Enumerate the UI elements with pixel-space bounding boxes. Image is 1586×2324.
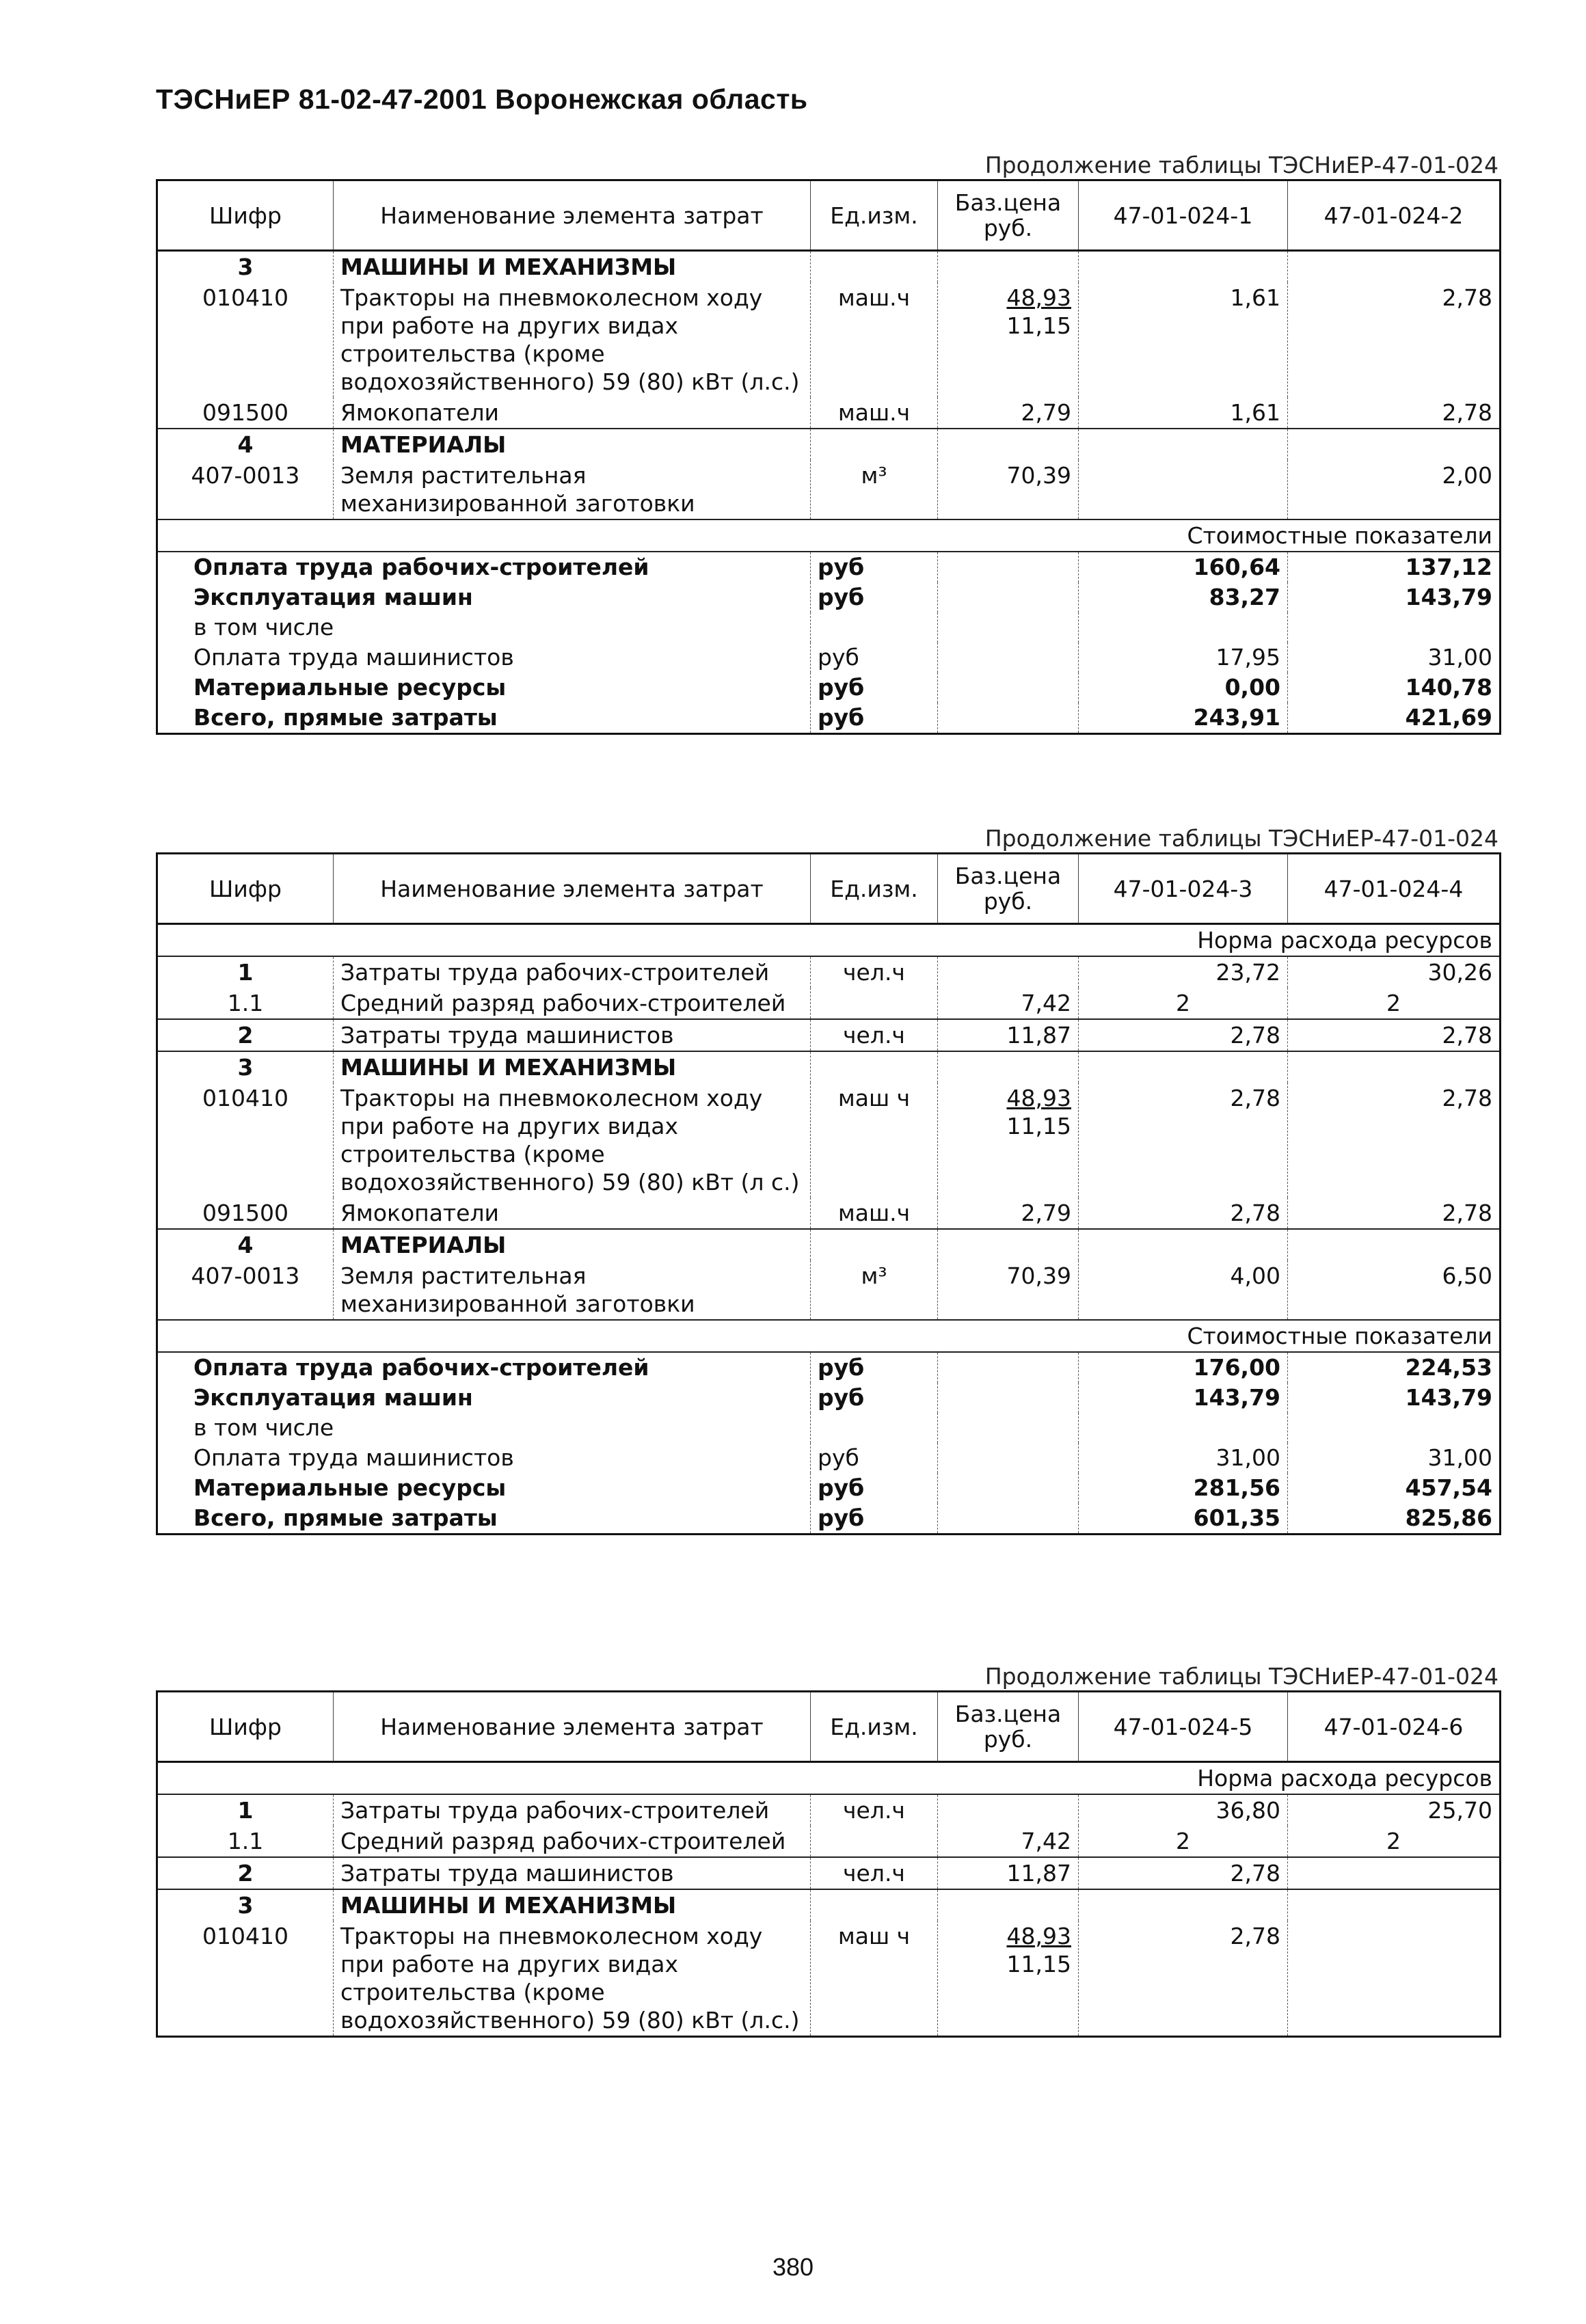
summary-row bbox=[157, 1352, 1501, 1383]
summary-row bbox=[157, 552, 1501, 582]
table-header-row bbox=[157, 854, 1501, 924]
col-header-name: Наименование элемента затрат bbox=[334, 1692, 811, 1762]
row-unit: чел.ч bbox=[811, 1019, 938, 1051]
row-value-a: 1,61 bbox=[1079, 397, 1288, 429]
norm-label-row bbox=[157, 1762, 1501, 1795]
summary-unit: руб bbox=[811, 1443, 938, 1473]
row-unit: чел.ч bbox=[811, 1857, 938, 1889]
summary-label: Материальные ресурсы bbox=[157, 673, 811, 703]
col-header-a: 47-01-024-1 bbox=[1079, 180, 1288, 251]
row-code: 3 bbox=[157, 1051, 334, 1083]
summary-row bbox=[157, 612, 1501, 643]
row-value-a: 1,61 bbox=[1079, 282, 1288, 397]
row-price: 7,42 bbox=[938, 1826, 1079, 1857]
section-row bbox=[157, 1229, 1501, 1260]
row-value-a: 2 bbox=[1079, 988, 1288, 1019]
summary-label: Материальные ресурсы bbox=[157, 1473, 811, 1503]
row-unit: чел.ч bbox=[811, 956, 938, 988]
row-value-b: 2 bbox=[1386, 990, 1401, 1016]
summary-label: в том числе bbox=[157, 1413, 811, 1443]
row-code: 1.1 bbox=[157, 988, 334, 1019]
row-unit: м³ bbox=[811, 460, 938, 519]
row-code: 1.1 bbox=[157, 1826, 334, 1857]
row-unit bbox=[811, 1826, 938, 1857]
row-code: 010410 bbox=[157, 282, 334, 397]
row-code: 407-0013 bbox=[157, 460, 334, 519]
row-value-a: 2,78 bbox=[1079, 1198, 1288, 1229]
row-name: Ямокопатели bbox=[334, 1198, 811, 1229]
summary-value-a: 143,79 bbox=[1079, 1383, 1288, 1413]
summary-row bbox=[157, 1503, 1501, 1535]
cost-indicators-label: Стоимостные показатели bbox=[157, 519, 1501, 552]
table-header-row bbox=[157, 1692, 1501, 1762]
summary-label: Всего, прямые затраты bbox=[157, 1503, 811, 1535]
summary-row bbox=[157, 673, 1501, 703]
row-code: 2 bbox=[157, 1019, 334, 1051]
row-name: Тракторы на пневмоколесном ходу при работе на других видах строительства (кроме водохозяйственного) 59 (80) кВт (л.с.) bbox=[334, 1921, 811, 2037]
row-code: 091500 bbox=[157, 1198, 334, 1229]
row-code: 3 bbox=[157, 251, 334, 283]
row-unit: маш.ч bbox=[811, 282, 938, 397]
row-unit: маш ч bbox=[811, 1083, 938, 1198]
row-name: Затраты труда машинистов bbox=[334, 1019, 811, 1051]
row-value-b: 25,70 bbox=[1288, 1794, 1501, 1826]
row-value-b: 2 bbox=[1386, 1828, 1401, 1854]
summary-value-b: 143,79 bbox=[1405, 1384, 1492, 1411]
summary-value-b: 140,78 bbox=[1405, 674, 1492, 701]
row-price: 11,87 bbox=[938, 1857, 1079, 1889]
col-header-price: Баз.цена руб. bbox=[938, 180, 1079, 251]
resource-table-3 bbox=[156, 1690, 1501, 2038]
table-row bbox=[157, 460, 1501, 519]
section-row bbox=[157, 1051, 1501, 1083]
row-unit: чел.ч bbox=[811, 1794, 938, 1826]
row-price bbox=[938, 1794, 1079, 1826]
row-value-a: 2,78 bbox=[1079, 1019, 1288, 1051]
summary-label: в том числе bbox=[157, 612, 811, 643]
summary-label: Всего, прямые затраты bbox=[157, 703, 811, 734]
table-row bbox=[157, 1794, 1501, 1826]
row-price bbox=[938, 956, 1079, 988]
row-name: Земля растительная механизированной заготовки bbox=[334, 460, 811, 519]
summary-unit: руб bbox=[811, 673, 938, 703]
summary-value-b: 421,69 bbox=[1405, 704, 1492, 731]
summary-value-a: 601,35 bbox=[1079, 1503, 1288, 1535]
row-name: Средний разряд рабочих-строителей bbox=[334, 988, 811, 1019]
summary-value-b: 137,12 bbox=[1288, 552, 1501, 582]
row-code: 010410 bbox=[157, 1083, 334, 1198]
table-row bbox=[157, 1921, 1501, 2037]
summary-value-a: 17,95 bbox=[1079, 643, 1288, 673]
summary-row bbox=[157, 703, 1501, 734]
summary-unit: руб bbox=[811, 1383, 938, 1413]
row-value-b bbox=[1288, 1857, 1501, 1889]
cost-indicators-label: Стоимостные показатели bbox=[157, 1320, 1501, 1352]
summary-unit: руб bbox=[811, 1503, 938, 1535]
row-code: 1 bbox=[157, 956, 334, 988]
row-name: Тракторы на пневмоколесном ходу при работе на других видах строительства (кроме водохозяйственного) 59 (80) кВт (л с.) bbox=[334, 1083, 811, 1198]
row-value-b bbox=[1288, 1921, 1501, 2037]
summary-unit: руб bbox=[811, 1473, 938, 1503]
summary-value-b: 825,86 bbox=[1405, 1504, 1492, 1531]
summary-value-b: 457,54 bbox=[1405, 1474, 1492, 1501]
row-value-b: 2,78 bbox=[1442, 1200, 1492, 1226]
row-value-b: 2,78 bbox=[1442, 284, 1492, 311]
row-price: 2,79 bbox=[938, 1198, 1079, 1229]
summary-value-a: 83,27 bbox=[1079, 582, 1288, 612]
summary-value-a: 0,00 bbox=[1079, 673, 1288, 703]
col-header-b: 47-01-024-2 bbox=[1288, 180, 1501, 251]
summary-label: Эксплуатация машин bbox=[157, 1383, 811, 1413]
row-name: Затраты труда рабочих-строителей bbox=[334, 1794, 811, 1826]
row-value-b: 6,50 bbox=[1442, 1262, 1492, 1289]
row-name: Тракторы на пневмоколесном ходу при работе на других видах строительства (кроме водохозяйственного) 59 (80) кВт (л.с.) bbox=[334, 282, 811, 397]
summary-unit: руб bbox=[811, 1352, 938, 1383]
summary-label: Оплата труда машинистов bbox=[157, 1443, 811, 1473]
table-row bbox=[157, 397, 1501, 429]
summary-row bbox=[157, 1383, 1501, 1413]
col-header-name: Наименование элемента затрат bbox=[334, 854, 811, 924]
row-price: 70,39 bbox=[938, 460, 1079, 519]
table-row bbox=[157, 988, 1501, 1019]
row-value-a: 2,78 bbox=[1079, 1857, 1288, 1889]
row-code: 091500 bbox=[157, 397, 334, 429]
col-header-b: 47-01-024-4 bbox=[1288, 854, 1501, 924]
summary-row bbox=[157, 643, 1501, 673]
col-header-code: Шифр bbox=[157, 854, 334, 924]
table-row bbox=[157, 1857, 1501, 1889]
section-row bbox=[157, 251, 1501, 283]
col-header-price: Баз.цена руб. bbox=[938, 1692, 1079, 1762]
summary-value-b: 224,53 bbox=[1288, 1352, 1501, 1383]
summary-row bbox=[157, 1473, 1501, 1503]
summary-value-b: 143,79 bbox=[1405, 584, 1492, 610]
col-header-unit: Ед.изм. bbox=[811, 854, 938, 924]
row-name: Затраты труда рабочих-строителей bbox=[334, 956, 811, 988]
summary-row bbox=[157, 1413, 1501, 1443]
table-row bbox=[157, 1198, 1501, 1229]
row-value-b: 2,00 bbox=[1442, 462, 1492, 489]
table-caption: Продолжение таблицы ТЭСНиЕР-47-01-024 bbox=[984, 825, 1498, 852]
section-row bbox=[157, 429, 1501, 460]
resource-table-2 bbox=[156, 852, 1501, 1535]
summary-label: Оплата труда рабочих-строителей bbox=[157, 552, 811, 582]
summary-label: Оплата труда машинистов bbox=[157, 643, 811, 673]
row-value-a: 2 bbox=[1079, 1826, 1288, 1857]
col-header-b: 47-01-024-6 bbox=[1288, 1692, 1501, 1762]
page-number: 380 bbox=[772, 2253, 814, 2281]
table-caption: Продолжение таблицы ТЭСНиЕР-47-01-024 bbox=[984, 152, 1498, 178]
col-header-price: Баз.цена руб. bbox=[938, 854, 1079, 924]
row-price: 70,39 bbox=[938, 1260, 1079, 1320]
summary-value-b: 31,00 bbox=[1427, 1444, 1492, 1471]
summary-row bbox=[157, 582, 1501, 612]
row-code: 1 bbox=[157, 1794, 334, 1826]
table-row bbox=[157, 1260, 1501, 1320]
summary-value-b: 31,00 bbox=[1427, 644, 1492, 671]
summary-value-a: 281,56 bbox=[1079, 1473, 1288, 1503]
row-price: 48,93 11,15 bbox=[938, 282, 1079, 397]
col-header-a: 47-01-024-5 bbox=[1079, 1692, 1288, 1762]
norm-label-row bbox=[157, 924, 1501, 957]
col-header-name: Наименование элемента затрат bbox=[334, 180, 811, 251]
row-code: 407-0013 bbox=[157, 1260, 334, 1320]
row-price: 11,87 bbox=[938, 1019, 1079, 1051]
row-name: Земля растительная механизированной заготовки bbox=[334, 1260, 811, 1320]
summary-row bbox=[157, 1443, 1501, 1473]
summary-unit: руб bbox=[811, 643, 938, 673]
table-row bbox=[157, 1019, 1501, 1051]
table-row bbox=[157, 956, 1501, 988]
section-row bbox=[157, 1889, 1501, 1921]
table-row bbox=[157, 282, 1501, 397]
row-code: 3 bbox=[157, 1889, 334, 1921]
row-name: Ямокопатели bbox=[334, 397, 811, 429]
resource-table-1 bbox=[156, 179, 1501, 735]
row-value-a: 2,78 bbox=[1079, 1921, 1288, 2037]
row-name: Средний разряд рабочих-строителей bbox=[334, 1826, 811, 1857]
row-value-a: 2,78 bbox=[1079, 1083, 1288, 1198]
row-name: МАШИНЫ И МЕХАНИЗМЫ bbox=[334, 1051, 811, 1083]
row-code: 010410 bbox=[157, 1921, 334, 2037]
row-code: 4 bbox=[157, 1229, 334, 1260]
summary-value-a: 160,64 bbox=[1079, 552, 1288, 582]
summary-value-a: 243,91 bbox=[1079, 703, 1288, 734]
row-value-a: 36,80 bbox=[1079, 1794, 1288, 1826]
row-price: 2,79 bbox=[938, 397, 1079, 429]
row-value-b: 2,78 bbox=[1442, 399, 1492, 426]
row-unit: м³ bbox=[811, 1260, 938, 1320]
col-header-unit: Ед.изм. bbox=[811, 180, 938, 251]
summary-unit: руб bbox=[811, 552, 938, 582]
table-header-row bbox=[157, 180, 1501, 251]
row-value-b: 2,78 bbox=[1288, 1019, 1501, 1051]
cost-indicators-label-row bbox=[157, 1320, 1501, 1352]
row-name: МАТЕРИАЛЫ bbox=[334, 1229, 811, 1260]
document-header: ТЭСНиЕР 81-02-47-2001 Воронежская область bbox=[156, 83, 808, 115]
table-row bbox=[157, 1083, 1501, 1198]
row-name: МАШИНЫ И МЕХАНИЗМЫ bbox=[334, 1889, 811, 1921]
row-unit: маш.ч bbox=[811, 397, 938, 429]
row-price: 48,93 11,15 bbox=[938, 1083, 1079, 1198]
summary-unit: руб bbox=[811, 703, 938, 734]
summary-value-a: 176,00 bbox=[1079, 1352, 1288, 1383]
row-price: 7,42 bbox=[938, 988, 1079, 1019]
row-name: МАШИНЫ И МЕХАНИЗМЫ bbox=[334, 251, 811, 283]
row-price: 48,93 11,15 bbox=[938, 1921, 1079, 2037]
col-header-unit: Ед.изм. bbox=[811, 1692, 938, 1762]
table-caption: Продолжение таблицы ТЭСНиЕР-47-01-024 bbox=[984, 1663, 1498, 1690]
norm-label: Норма расхода ресурсов bbox=[1197, 1765, 1492, 1792]
summary-unit: руб bbox=[811, 582, 938, 612]
row-value-b: 2,78 bbox=[1442, 1085, 1492, 1111]
summary-label: Оплата труда рабочих-строителей bbox=[157, 1352, 811, 1383]
row-value-a: 23,72 bbox=[1079, 956, 1288, 988]
col-header-a: 47-01-024-3 bbox=[1079, 854, 1288, 924]
row-value-a bbox=[1079, 460, 1288, 519]
row-code: 2 bbox=[157, 1857, 334, 1889]
col-header-code: Шифр bbox=[157, 180, 334, 251]
cost-indicators-label-row bbox=[157, 519, 1501, 552]
summary-value-a: 31,00 bbox=[1079, 1443, 1288, 1473]
row-unit: маш ч bbox=[811, 1921, 938, 2037]
row-value-a: 4,00 bbox=[1079, 1260, 1288, 1320]
norm-label: Норма расхода ресурсов bbox=[1197, 927, 1492, 954]
row-name: Затраты труда машинистов bbox=[334, 1857, 811, 1889]
summary-label: Эксплуатация машин bbox=[157, 582, 811, 612]
table-row bbox=[157, 1826, 1501, 1857]
row-unit: маш.ч bbox=[811, 1198, 938, 1229]
row-value-b: 30,26 bbox=[1288, 956, 1501, 988]
row-code: 4 bbox=[157, 429, 334, 460]
row-name: МАТЕРИАЛЫ bbox=[334, 429, 811, 460]
col-header-code: Шифр bbox=[157, 1692, 334, 1762]
row-unit bbox=[811, 988, 938, 1019]
